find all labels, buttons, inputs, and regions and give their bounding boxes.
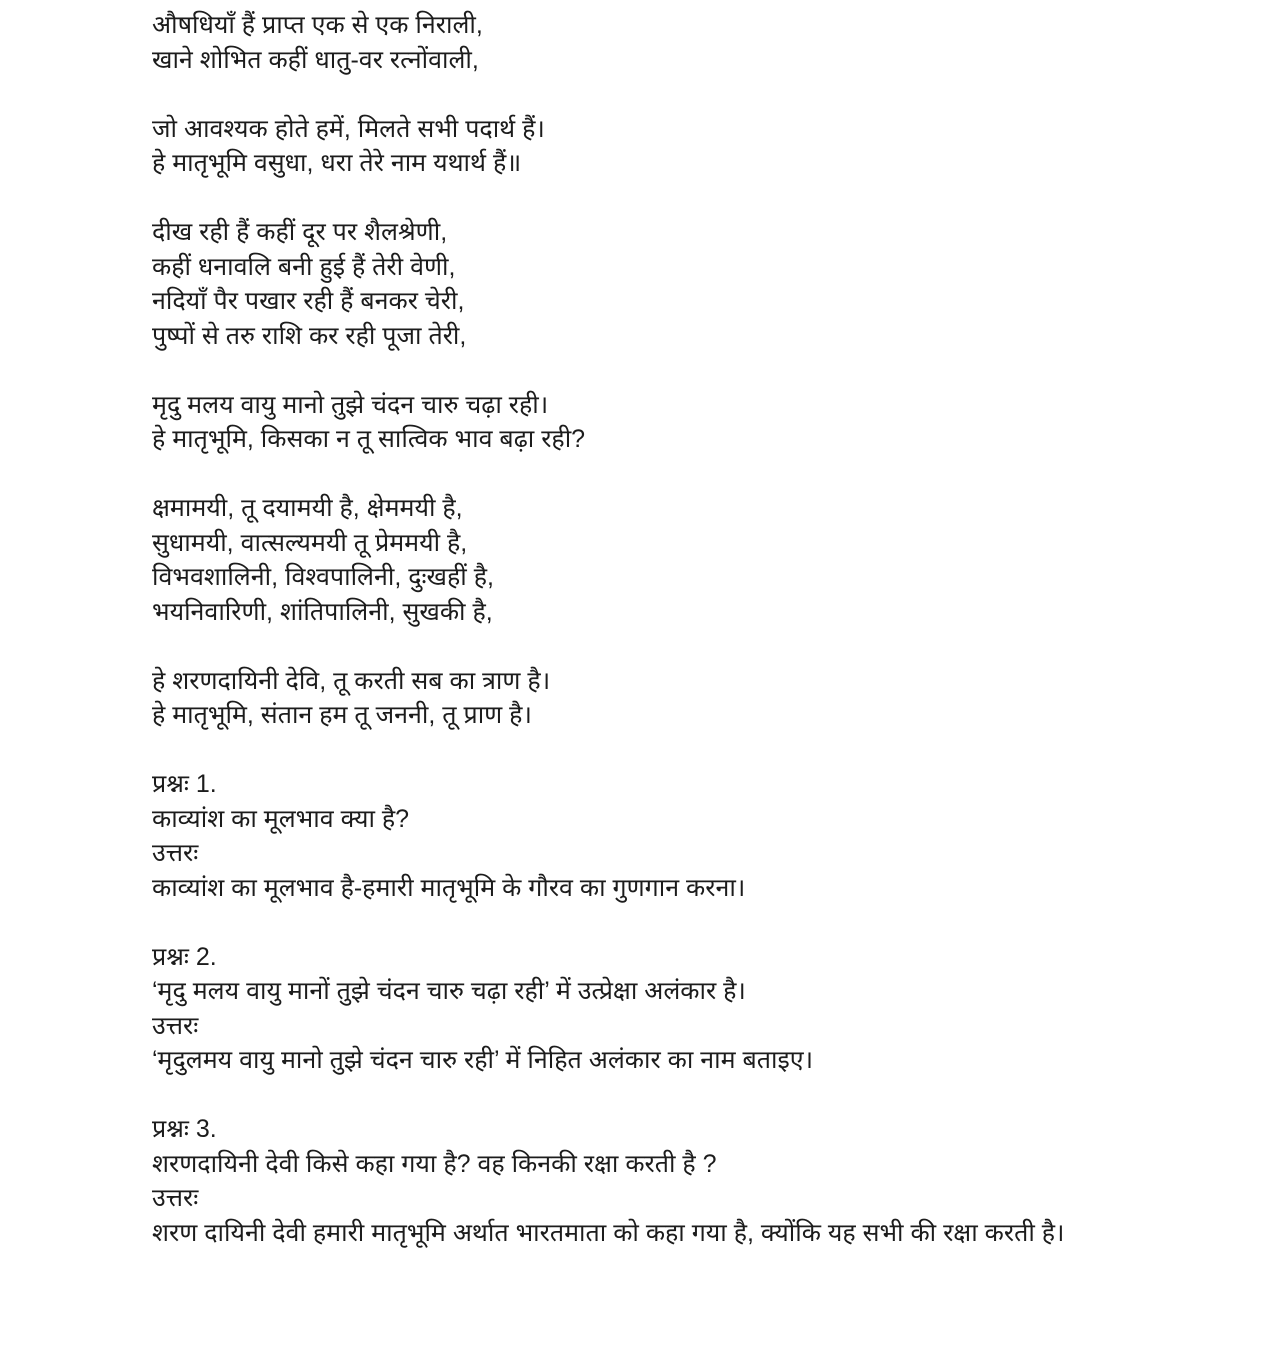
poem-line: हे मातृभूमि, किसका न तू सात्विक भाव बढ़ा रही? [152,425,586,453]
stanza-2 [152,112,1152,181]
stanza-5 [152,491,1152,629]
poem-line: नदियाँ पैर पखार रही हैं बनकर चेरी, [152,287,465,315]
poem-line: कहीं धनावलि बनी हुई हैं तेरी वेणी, [152,252,456,281]
answer-label: उत्तरः [152,1011,199,1040]
poem-line: हे शरणदायिनी देवि, तू करती सब का त्राण है। [152,666,551,695]
question-block-2 [152,940,1152,1078]
poem-line: जो आवश्यक होते हमें, मिलते सभी पदार्थ हैं। [152,114,545,143]
question-number: प्रश्नः 3. [152,1115,217,1143]
poem-line: मृदु मलय वायु मानो तुझे चंदन चारु चढ़ा रही। [152,390,549,419]
question-number: प्रश्नः 2. [152,942,217,971]
answer-text: ‘मृदुलमय वायु मानो तुझे चंदन चारु रही’ में निहित अलंकार का नाम बताइए। [152,1046,814,1074]
poem-line: हे मातृभूमि वसुधा, धरा तेरे नाम यथार्थ हैं॥ [152,149,522,177]
stanza-1 [152,8,1152,77]
question-block-3 [152,1112,1152,1250]
poem-line: दीख रही हैं कहीं दूर पर शैलश्रेणी, [152,218,448,246]
stanza-4 [152,388,1152,457]
poem-line: सुधामयी, वात्सल्यमयी तू प्रेममयी है, [152,528,468,557]
answer-text: काव्यांश का मूलभाव है-हमारी मातृभूमि के गौरव का गुणगान करना। [152,873,746,902]
poem-line: भयनिवारिणी, शांतिपालिनी, सुखकी है, [152,597,493,626]
question-text: शरणदायिनी देवी किसे कहा गया है? वह किनकी रक्षा करती है ? [152,1149,717,1178]
question-text: काव्यांश का मूलभाव क्या है? [152,804,410,833]
stanza-3 [152,215,1152,353]
question-text: ‘मृदु मलय वायु मानों तुझे चंदन चारु चढ़ा रही’ में उत्प्रेक्षा अलंकार है। [152,977,746,1005]
question-number: प्रश्नः 1. [152,770,217,798]
answer-text: शरण दायिनी देवी हमारी मातृभूमि अर्थात भारतमाता को कहा गया है, क्योंकि यह सभी की रक्षा करती है। [152,1218,1065,1247]
poem-line: पुष्पों से तरु राशि कर रही पूजा तेरी, [152,321,467,350]
document-body [152,8,1152,1285]
answer-label: उत्तरः [152,1184,199,1212]
poem-line: औषधियाँ हैं प्राप्त एक से एक निराली, [152,11,483,39]
answer-label: उत्तरः [152,839,199,867]
question-block-1 [152,767,1152,905]
stanza-6 [152,664,1152,733]
poem-line: विभवशालिनी, विश्वपालिनी, दुःखहीं है, [152,563,494,591]
poem-line: खाने शोभित कहीं धातु-वर रत्नोंवाली, [152,45,479,74]
poem-line: क्षमामयी, तू दयामयी है, क्षेममयी है, [152,494,463,522]
poem-line: हे मातृभूमि, संतान हम तू जननी, तू प्राण है। [152,701,532,729]
